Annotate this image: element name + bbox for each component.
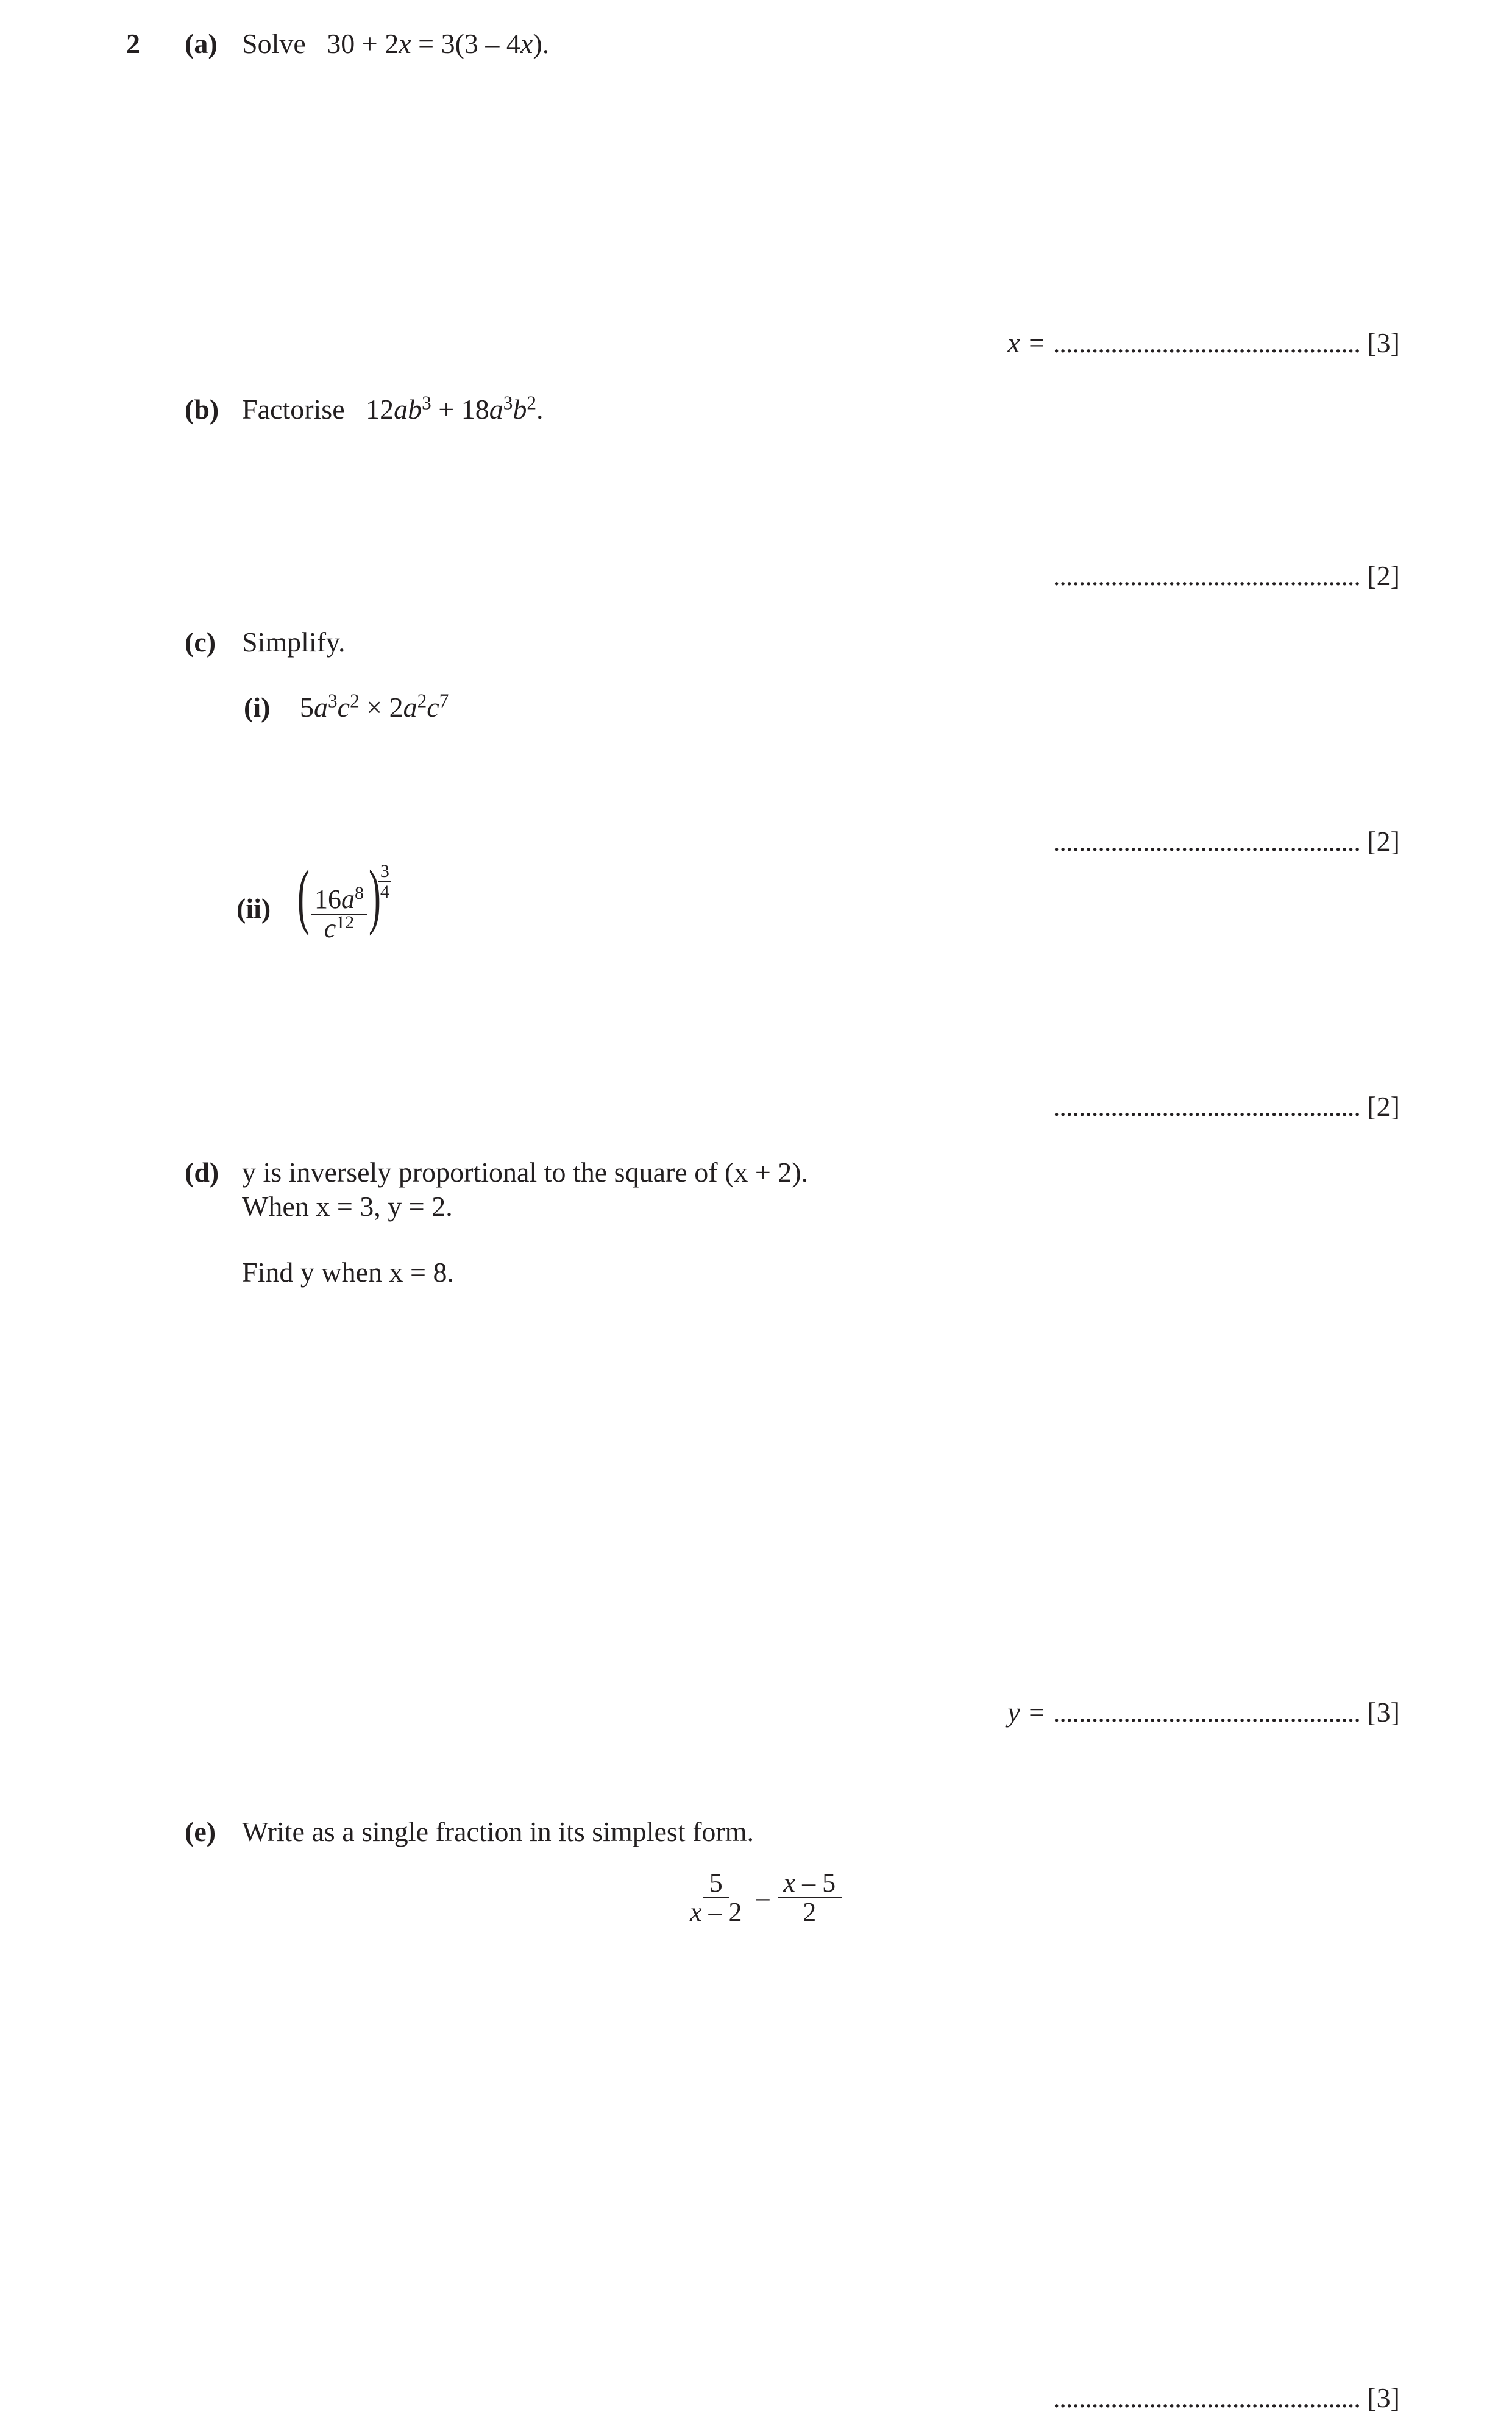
part-b-answer-line[interactable] <box>1053 559 1400 592</box>
part-a-instruction: Solve <box>242 28 306 59</box>
part-a-equation: 30 + 2x = 3(3 – 4x). <box>313 28 550 59</box>
part-b-marks: [2] <box>1367 560 1400 591</box>
part-c-ii-expression <box>291 855 391 943</box>
part-e-instruction: Write as a single fraction in its simplest form. <box>242 1816 754 1847</box>
part-b-dots: ................................................ <box>1052 560 1360 591</box>
part-c-label: (c) <box>185 626 216 658</box>
part-a-answer-prefix: x = <box>1007 327 1046 358</box>
part-d-line3: Find y when x = 8. <box>242 1257 454 1288</box>
minus-sign: – <box>756 1882 770 1912</box>
question-number: 2 <box>126 28 140 59</box>
part-a-marks: [3] <box>1367 327 1400 358</box>
part-d-label: (d) <box>185 1157 219 1188</box>
right-paren: ) <box>368 855 381 936</box>
part-b-expression: $12ab^3 + 18a^3b^2$. <box>352 392 544 425</box>
part-c-i-label: (i) <box>244 692 271 723</box>
part-e-dots: ................................................ <box>1052 2382 1360 2413</box>
part-a-dots: ................................................ <box>1052 327 1360 358</box>
part-c-instruction: Simplify. <box>242 626 346 658</box>
part-e-answer-line[interactable] <box>1053 2381 1400 2414</box>
part-a-answer-line[interactable] <box>1007 326 1400 360</box>
part-c-ii-marks: [2] <box>1367 1091 1400 1122</box>
part-c-i-marks: [2] <box>1367 826 1400 857</box>
part-d-line2: When x = 3, y = 2. <box>242 1191 453 1222</box>
part-d-answer-prefix: y = <box>1007 1697 1046 1728</box>
part-c-ii-fraction: $\frac{16a^8}{c^{12}}$ <box>311 885 367 943</box>
part-e-expression <box>684 1869 842 1926</box>
part-b-instruction: Factorise <box>242 394 345 425</box>
part-d-line1: y is inversely proportional to the square of (x + 2). <box>242 1157 809 1188</box>
part-e-fraction-1: $\frac{5}{x - 2}$ <box>690 1868 742 1928</box>
part-c-ii-dots: ................................................ <box>1052 1091 1360 1122</box>
part-c-ii-label: (ii) <box>236 893 271 924</box>
part-d-marks: [3] <box>1367 1697 1400 1728</box>
part-c-i-dots: ................................................ <box>1052 826 1360 857</box>
part-c-i-answer-line[interactable] <box>1053 825 1400 858</box>
part-a-question <box>242 27 549 60</box>
left-paren: ( <box>297 855 310 936</box>
part-e-label: (e) <box>185 1816 216 1847</box>
part-c-ii-exponent: $\frac{3}{4}$ <box>378 862 391 901</box>
part-c-i-expression: $5a^3c^2 \times 2a^2c^7$ <box>300 690 449 723</box>
part-d-dots: ................................................ <box>1052 1697 1360 1728</box>
part-a-label: (a) <box>185 28 218 59</box>
part-e-fraction-2: $\frac{x - 5}{2}$ <box>778 1869 842 1926</box>
part-d-answer-line[interactable] <box>1007 1695 1400 1729</box>
part-b-label: (b) <box>185 394 219 425</box>
part-b-question <box>242 392 544 426</box>
part-e-marks: [3] <box>1367 2382 1400 2413</box>
part-c-ii-answer-line[interactable] <box>1053 1090 1400 1123</box>
